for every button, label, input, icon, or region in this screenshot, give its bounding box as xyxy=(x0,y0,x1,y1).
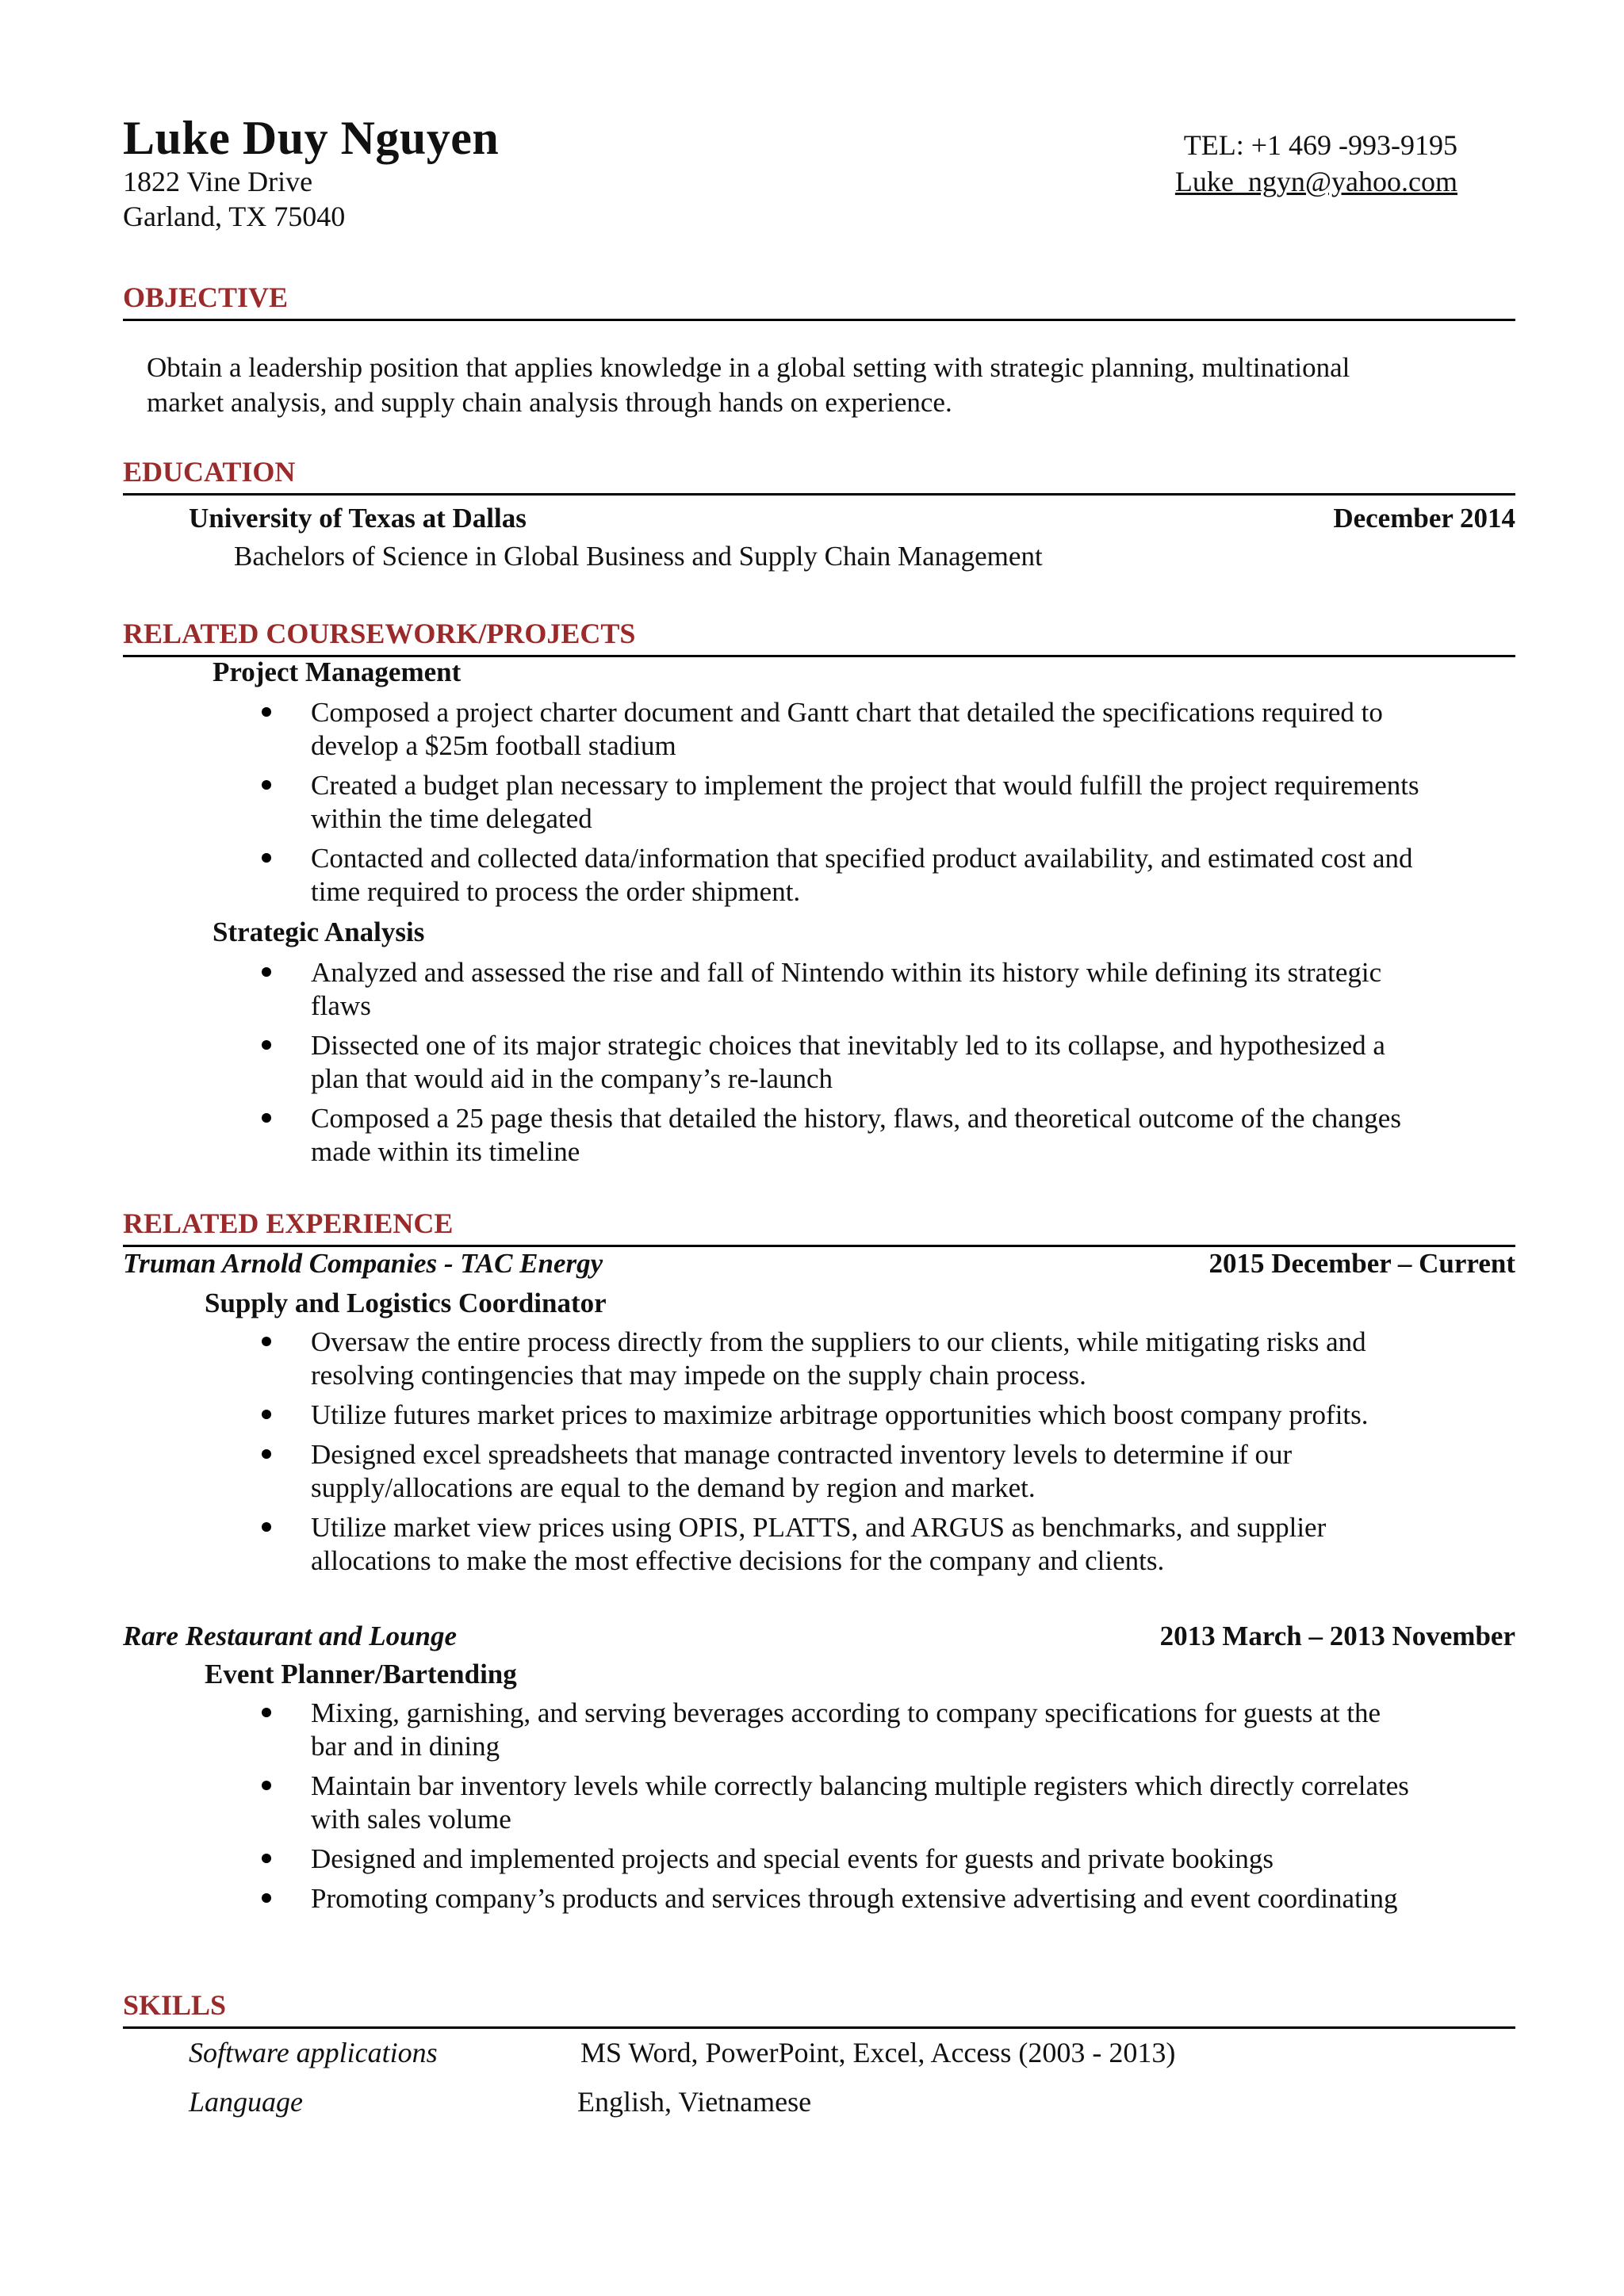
job-role: Event Planner/Bartending xyxy=(205,1659,517,1689)
list-item: Analyzed and assessed the rise and fall of Nintendo within its history while defining its strategic flaws xyxy=(262,956,1530,1023)
email-link[interactable]: Luke_ngyn@yahoo.com xyxy=(1174,166,1457,197)
skill-value: English, Vietnamese xyxy=(577,2086,812,2118)
list-item: Oversaw the entire process directly from the suppliers to our clients, while mitigating risks and resolving contingencies that may impede on the supply chain process. xyxy=(262,1326,1530,1392)
job-bullets xyxy=(262,1697,1530,1922)
bullet-icon xyxy=(262,1113,271,1123)
job-dates: 2013 March – 2013 November xyxy=(1159,1621,1515,1651)
address-line-1: 1822 Vine Drive xyxy=(123,166,313,197)
experience-heading: RELATED EXPERIENCE xyxy=(123,1207,1515,1247)
school-name: University of Texas at Dallas xyxy=(189,503,527,534)
bullet-icon xyxy=(262,1040,271,1050)
list-item: Utilize futures market prices to maximize arbitrage opportunities which boost company profits. xyxy=(262,1399,1530,1432)
bullet-icon xyxy=(262,1854,271,1863)
list-item: Utilize market view prices using OPIS, PLATTS, and ARGUS as benchmarks, and supplier allocations to make the most effective decisions for the company and clients. xyxy=(262,1511,1530,1578)
candidate-name: Luke Duy Nguyen xyxy=(123,112,500,164)
list-item: Mixing, garnishing, and serving beverages according to company specifications for guests at the bar and in dining xyxy=(262,1697,1530,1763)
graduation-date: December 2014 xyxy=(1333,503,1515,534)
job-role: Supply and Logistics Coordinator xyxy=(205,1288,607,1318)
job-dates: 2015 December – Current xyxy=(1208,1248,1515,1279)
bullet-icon xyxy=(262,1337,271,1346)
list-item: Created a budget plan necessary to implement the project that would fulfill the project requirements within the time delegated xyxy=(262,769,1530,836)
objective-line-2: market analysis, and supply chain analysis through hands on experience. xyxy=(147,387,952,418)
bullet-icon xyxy=(262,1410,271,1419)
strategic-analysis-bullets xyxy=(262,956,1530,1175)
skills-heading: SKILLS xyxy=(123,1988,1515,2029)
bullet-icon xyxy=(262,780,271,790)
project-group-title: Project Management xyxy=(213,656,462,687)
company-name: Truman Arnold Companies - TAC Energy xyxy=(123,1248,603,1279)
objective-line-1: Obtain a leadership position that applies knowledge in a global setting with strategic planning, multinational xyxy=(147,352,1350,383)
bullet-icon xyxy=(262,1893,271,1903)
job-bullets xyxy=(262,1326,1530,1584)
bullet-icon xyxy=(262,1708,271,1717)
phone-number: TEL: +1 469 -993-9195 xyxy=(1183,129,1457,161)
skill-label: Language xyxy=(189,2086,303,2118)
bullet-icon xyxy=(262,1522,271,1532)
skill-value: MS Word, PowerPoint, Excel, Access (2003 - 2013) xyxy=(580,2037,1176,2068)
list-item: Designed excel spreadsheets that manage contracted inventory levels to determine if our supply/allocations are equal to the demand by region and market. xyxy=(262,1438,1530,1505)
bullet-icon xyxy=(262,967,271,977)
bullet-icon xyxy=(262,1781,271,1790)
bullet-icon xyxy=(262,1449,271,1459)
company-name: Rare Restaurant and Lounge xyxy=(123,1621,458,1651)
list-item: Dissected one of its major strategic choices that inevitably led to its collapse, and hypothesized a plan that would aid in the company’s re-launch xyxy=(262,1029,1530,1096)
list-item: Composed a project charter document and Gantt chart that detailed the specifications required to develop a $25m football stadium xyxy=(262,696,1530,763)
objective-heading: OBJECTIVE xyxy=(123,281,1515,321)
project-management-bullets xyxy=(262,696,1530,915)
skill-label: Software applications xyxy=(189,2037,438,2068)
list-item: Designed and implemented projects and special events for guests and private bookings xyxy=(262,1843,1530,1876)
bullet-icon xyxy=(262,853,271,863)
list-item: Promoting company’s products and services through extensive advertising and event coordinating xyxy=(262,1882,1530,1915)
degree-name: Bachelors of Science in Global Business and Supply Chain Management xyxy=(234,541,1043,572)
list-item: Contacted and collected data/information that specified product availability, and estimated cost and time required to process the order shipment. xyxy=(262,842,1530,909)
project-group-title: Strategic Analysis xyxy=(213,916,425,947)
bullet-icon xyxy=(262,707,271,717)
coursework-heading: RELATED COURSEWORK/PROJECTS xyxy=(123,617,1515,657)
address-line-2: Garland, TX 75040 xyxy=(123,201,346,232)
list-item: Maintain bar inventory levels while correctly balancing multiple registers which directly correlates with sales volume xyxy=(262,1770,1530,1836)
education-heading: EDUCATION xyxy=(123,455,1515,496)
list-item: Composed a 25 page thesis that detailed the history, flaws, and theoretical outcome of the changes made within its timeline xyxy=(262,1102,1530,1169)
